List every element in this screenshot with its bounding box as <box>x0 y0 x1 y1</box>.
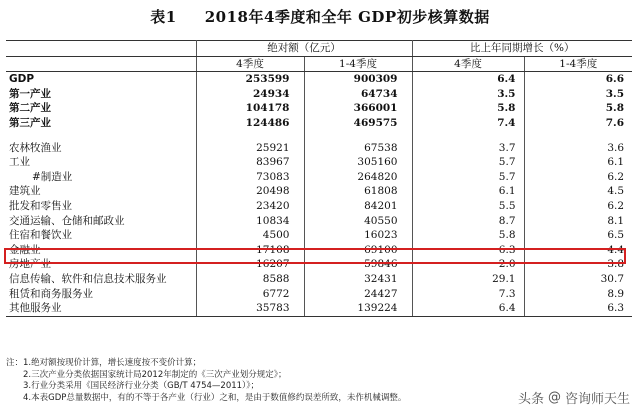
group-header-absolute: 绝对额（亿元） <box>196 41 412 57</box>
cell-ytd-growth: 7.6 <box>605 116 625 129</box>
table-row <box>6 184 632 199</box>
cell-ytd-growth: 4.4 <box>607 243 625 256</box>
cell-ytd-growth: 3.5 <box>605 87 625 100</box>
table-number: 表1 <box>150 8 177 26</box>
cell-ytd-growth: 6.2 <box>607 170 625 183</box>
corner-cell <box>6 41 196 57</box>
row-label: 第一产业 <box>6 87 196 102</box>
table-row <box>6 272 632 287</box>
cell-q4-growth: 3.5 <box>412 87 524 102</box>
cell-q4-growth: 5.7 <box>412 155 524 170</box>
cell-ytd-abs: 305160 <box>304 155 412 170</box>
cell-ytd-growth: 30.7 <box>600 272 625 285</box>
spacer-cell <box>6 131 196 141</box>
cell-ytd-abs: 67538 <box>304 141 412 156</box>
table-row <box>6 287 632 302</box>
watermark-author: 咨询师天生 <box>564 392 630 407</box>
cell-ytd-growth: 3.8 <box>607 258 625 271</box>
cell-ytd-growth: 6.1 <box>607 156 625 169</box>
cell-q4-growth: 2.0 <box>412 257 524 272</box>
table-row <box>6 141 632 156</box>
table-row <box>6 155 632 170</box>
sub-header-q4-growth: 4季度 <box>412 56 524 72</box>
table-title-text: 2018年4季度和全年 GDP初步核算数据 <box>204 8 490 26</box>
cell-q4-growth: 6.4 <box>412 72 524 87</box>
table-row <box>6 116 632 131</box>
cell-ytd-growth: 5.8 <box>605 102 625 115</box>
row-label: 其他服务业 <box>6 301 196 316</box>
cell-ytd-abs: 139224 <box>304 301 412 316</box>
cell-q4-growth: 5.5 <box>412 199 524 214</box>
cell-q4-abs: 25921 <box>196 141 304 156</box>
cell-ytd-abs: 40550 <box>304 214 412 229</box>
cell-ytd-growth: 6.6 <box>605 73 625 86</box>
sub-header-ytd-abs: 1-4季度 <box>304 56 412 72</box>
row-label: 批发和零售业 <box>6 199 196 214</box>
cell-ytd-growth: 8.9 <box>607 287 625 300</box>
cell-ytd-abs: 69100 <box>304 243 412 258</box>
row-label: 住宿和餐饮业 <box>6 228 196 243</box>
table-row <box>6 243 632 258</box>
cell-q4-abs: 104178 <box>196 101 304 116</box>
row-label: #制造业 <box>6 170 196 185</box>
cell-q4-abs: 83967 <box>196 155 304 170</box>
cell-q4-abs: 16207 <box>196 257 304 272</box>
cell-ytd-growth: 3.6 <box>607 141 625 154</box>
table-row <box>6 257 632 272</box>
cell-q4-growth: 5.7 <box>412 170 524 185</box>
table-row <box>6 301 632 316</box>
cell-q4-growth: 7.4 <box>412 116 524 131</box>
corner-cell-2 <box>6 56 196 72</box>
row-label: 农林牧渔业 <box>6 141 196 156</box>
cell-q4-abs: 10834 <box>196 214 304 229</box>
row-label: 工业 <box>6 155 196 170</box>
cell-ytd-abs: 900309 <box>304 72 412 87</box>
cell-ytd-growth: 8.1 <box>607 214 625 227</box>
table-row <box>6 214 632 229</box>
footnote-line: 2.三次产业分类依据国家统计局2012年制定的《三次产业划分规定》； <box>23 369 287 380</box>
cell-q4-abs: 24934 <box>196 87 304 102</box>
table-title <box>0 6 640 27</box>
cell-q4-abs: 35783 <box>196 301 304 316</box>
cell-q4-abs: 4500 <box>196 228 304 243</box>
cell-q4-growth: 6.4 <box>412 301 524 316</box>
cell-ytd-abs: 264820 <box>304 170 412 185</box>
table-row <box>6 170 632 185</box>
spacer-cell <box>196 131 304 141</box>
row-label: 租赁和商务服务业 <box>6 287 196 302</box>
watermark <box>518 388 630 407</box>
spacer-cell <box>412 131 524 141</box>
spacer-cell <box>524 131 632 141</box>
row-label: 金融业 <box>6 243 196 258</box>
cell-q4-growth: 6.3 <box>412 243 524 258</box>
cell-ytd-abs: 469575 <box>304 116 412 131</box>
group-header-growth: 比上年同期增长（%） <box>412 41 632 57</box>
cell-q4-growth: 7.3 <box>412 287 524 302</box>
cell-q4-abs: 23420 <box>196 199 304 214</box>
cell-q4-growth: 29.1 <box>412 272 524 287</box>
row-label: 交通运输、仓储和邮政业 <box>6 214 196 229</box>
spacer-row <box>6 131 632 141</box>
sub-header-q4-abs: 4季度 <box>196 56 304 72</box>
row-label: GDP <box>6 72 196 87</box>
cell-ytd-abs: 84201 <box>304 199 412 214</box>
table-body <box>6 72 632 317</box>
cell-q4-growth: 8.7 <box>412 214 524 229</box>
cell-q4-abs: 124486 <box>196 116 304 131</box>
cell-ytd-abs: 32431 <box>304 272 412 287</box>
table-row <box>6 228 632 243</box>
cell-q4-abs: 8588 <box>196 272 304 287</box>
cell-ytd-abs: 61808 <box>304 184 412 199</box>
cell-q4-abs: 6772 <box>196 287 304 302</box>
row-label: 信息传输、软件和信息技术服务业 <box>6 272 196 287</box>
cell-ytd-abs: 24427 <box>304 287 412 302</box>
cell-q4-abs: 17108 <box>196 243 304 258</box>
row-label: 建筑业 <box>6 184 196 199</box>
cell-q4-abs: 20498 <box>196 184 304 199</box>
cell-q4-growth: 5.8 <box>412 101 524 116</box>
table-row <box>6 101 632 116</box>
cell-q4-growth: 3.7 <box>412 141 524 156</box>
table-row <box>6 87 632 102</box>
cell-ytd-growth: 6.5 <box>607 229 625 242</box>
cell-ytd-abs: 59846 <box>304 257 412 272</box>
footnote-line: 3.行业分类采用《国民经济行业分类（GB/T 4754—2011）》； <box>23 381 260 391</box>
footnote-line: 4.本表GDP总量数据中，有的不等于各产业（行业）之和，是由于数值修约误差所致，未作机械调整。 <box>23 392 407 403</box>
cell-ytd-growth: 4.5 <box>607 185 625 198</box>
row-label: 第二产业 <box>6 101 196 116</box>
cell-ytd-growth: 6.2 <box>607 199 625 212</box>
row-label: 第三产业 <box>6 116 196 131</box>
cell-ytd-growth: 6.3 <box>524 301 632 316</box>
cell-ytd-abs: 64734 <box>304 87 412 102</box>
row-label: 房地产业 <box>6 257 196 272</box>
spacer-cell <box>304 131 412 141</box>
cell-q4-abs: 73083 <box>196 170 304 185</box>
table-row <box>6 199 632 214</box>
footnote-line: 注：1.绝对额按现价计算，增长速度按不变价计算； <box>6 358 202 368</box>
at-icon: @ <box>547 390 561 405</box>
cell-ytd-abs: 16023 <box>304 228 412 243</box>
gdp-table-frame <box>6 40 632 358</box>
sub-header-ytd-growth: 1-4季度 <box>524 56 632 72</box>
table-row <box>6 72 632 87</box>
watermark-source: 头条 <box>517 392 544 407</box>
cell-q4-growth: 5.8 <box>412 228 524 243</box>
cell-ytd-abs: 366001 <box>304 101 412 116</box>
cell-q4-abs: 253599 <box>196 72 304 87</box>
gdp-table <box>6 40 632 317</box>
cell-q4-growth: 6.1 <box>412 184 524 199</box>
